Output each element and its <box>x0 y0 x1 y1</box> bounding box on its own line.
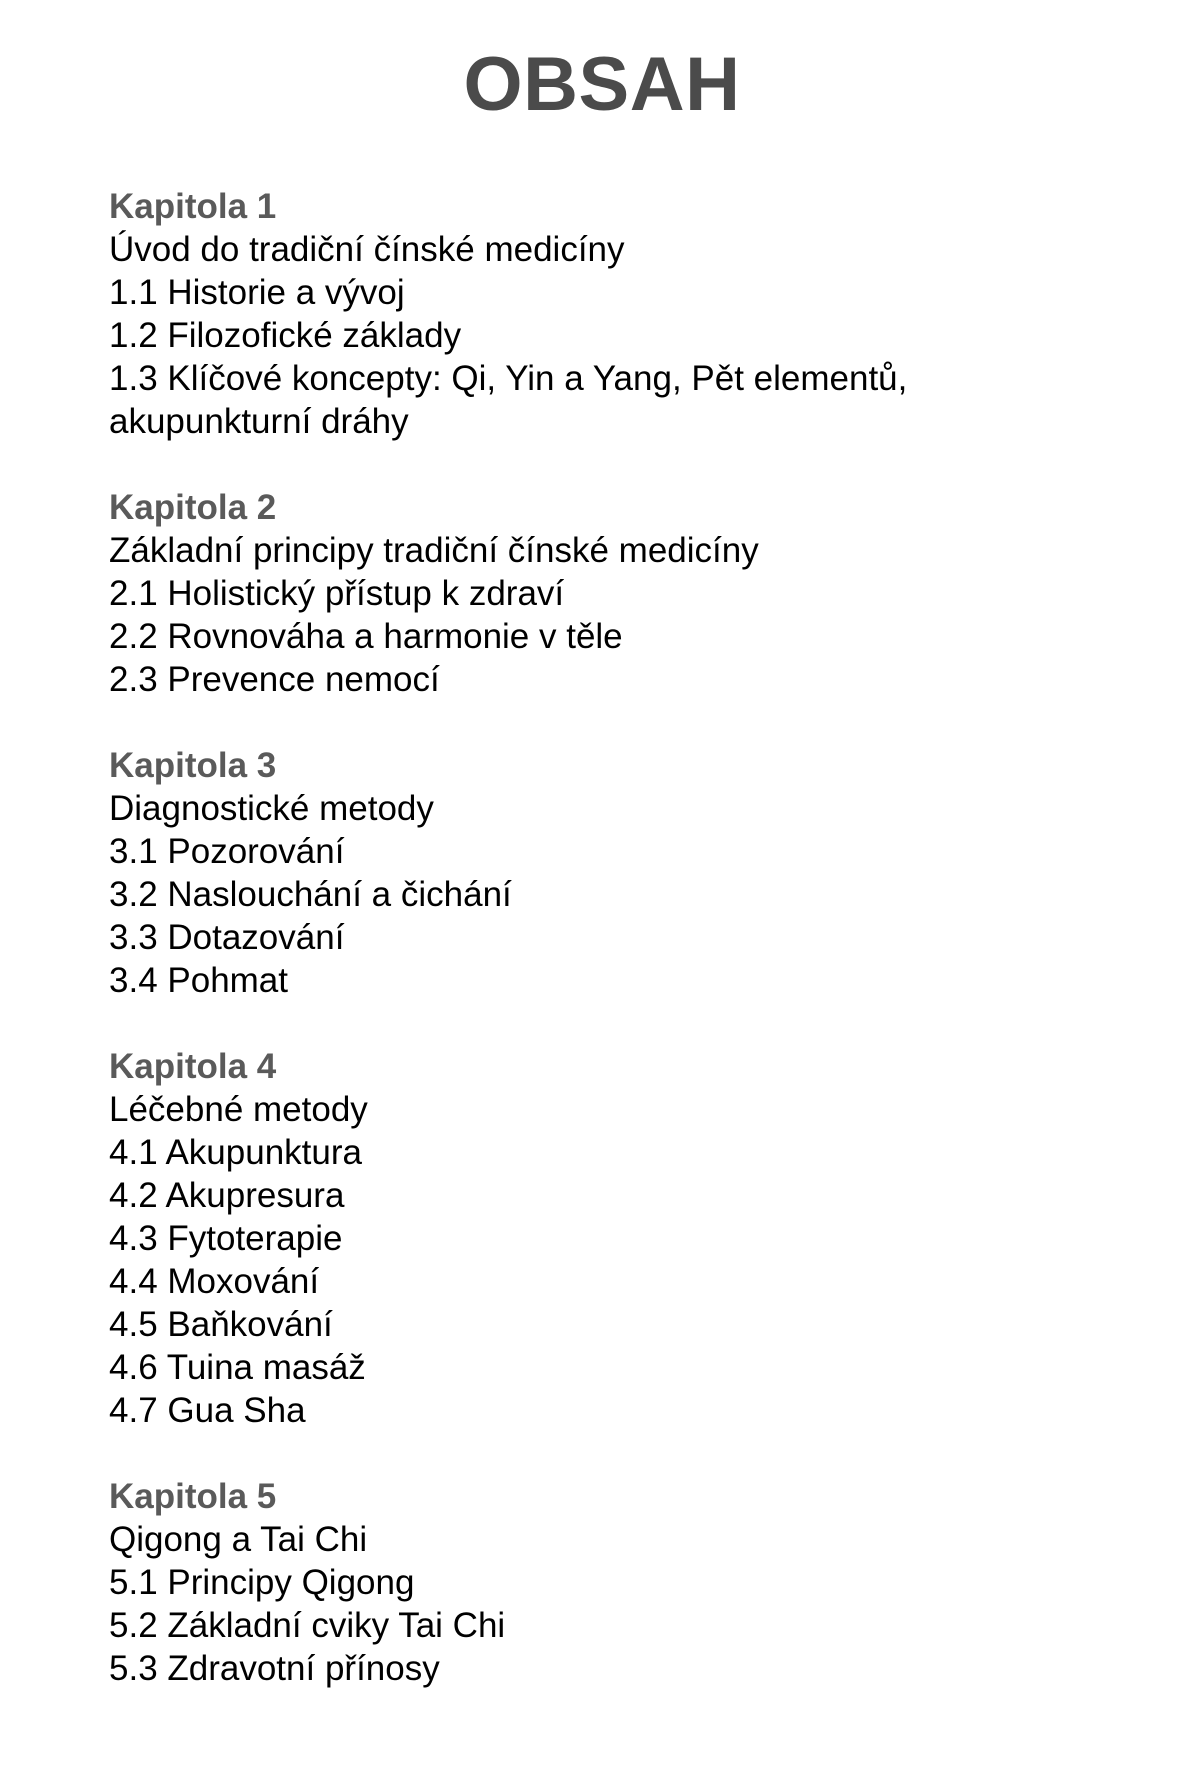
chapter-title: Základní principy tradiční čínské medicíny <box>109 531 759 570</box>
toc-entry: 5.3 Zdravotní přínosy <box>109 1649 440 1688</box>
toc-entry: 3.1 Pozorování <box>109 832 345 871</box>
chapter-label: Kapitola 1 <box>109 187 277 226</box>
toc-entry: 4.6 Tuina masáž <box>109 1348 366 1387</box>
chapter-title: Úvod do tradiční čínské medicíny <box>109 230 625 269</box>
chapter-title: Léčebné metody <box>109 1090 368 1129</box>
chapter-title: Diagnostické metody <box>109 789 434 828</box>
toc-entry: 4.3 Fytoterapie <box>109 1219 343 1258</box>
chapter-label: Kapitola 5 <box>109 1477 277 1516</box>
page-title: OBSAH <box>463 42 741 127</box>
chapter-label: Kapitola 3 <box>109 746 277 785</box>
toc-entry: 2.3 Prevence nemocí <box>109 660 440 699</box>
toc-entry: 3.2 Naslouchání a čichání <box>109 875 512 914</box>
toc-entry: 4.7 Gua Sha <box>109 1391 306 1430</box>
toc-entry: 3.3 Dotazování <box>109 918 345 957</box>
table-of-contents <box>109 185 1109 1733</box>
toc-entry: 4.1 Akupunktura <box>109 1133 362 1172</box>
toc-entry: 1.2 Filozofické základy <box>109 316 462 355</box>
toc-entry: 1.1 Historie a vývoj <box>109 273 405 312</box>
toc-entry: akupunkturní dráhy <box>109 402 409 441</box>
chapter-5 <box>109 1475 1109 1690</box>
chapter-1 <box>109 185 1109 443</box>
toc-entry: 1.3 Klíčové koncepty: Qi, Yin a Yang, Pět elementů, <box>109 359 908 398</box>
toc-entry: 4.5 Baňkování <box>109 1305 333 1344</box>
toc-entry: 3.4 Pohmat <box>109 961 288 1000</box>
toc-entry: 2.1 Holistický přístup k zdraví <box>109 574 565 613</box>
chapter-title: Qigong a Tai Chi <box>109 1520 368 1559</box>
chapter-3 <box>109 744 1109 1002</box>
chapter-2 <box>109 486 1109 701</box>
toc-entry: 5.1 Principy Qigong <box>109 1563 415 1602</box>
toc-entry: 2.2 Rovnováha a harmonie v těle <box>109 617 623 656</box>
toc-entry: 4.4 Moxování <box>109 1262 320 1301</box>
toc-entry: 4.2 Akupresura <box>109 1176 345 1215</box>
chapter-4 <box>109 1045 1109 1432</box>
toc-entry: 5.2 Základní cviky Tai Chi <box>109 1606 506 1645</box>
chapter-label: Kapitola 2 <box>109 488 277 527</box>
chapter-label: Kapitola 4 <box>109 1047 277 1086</box>
